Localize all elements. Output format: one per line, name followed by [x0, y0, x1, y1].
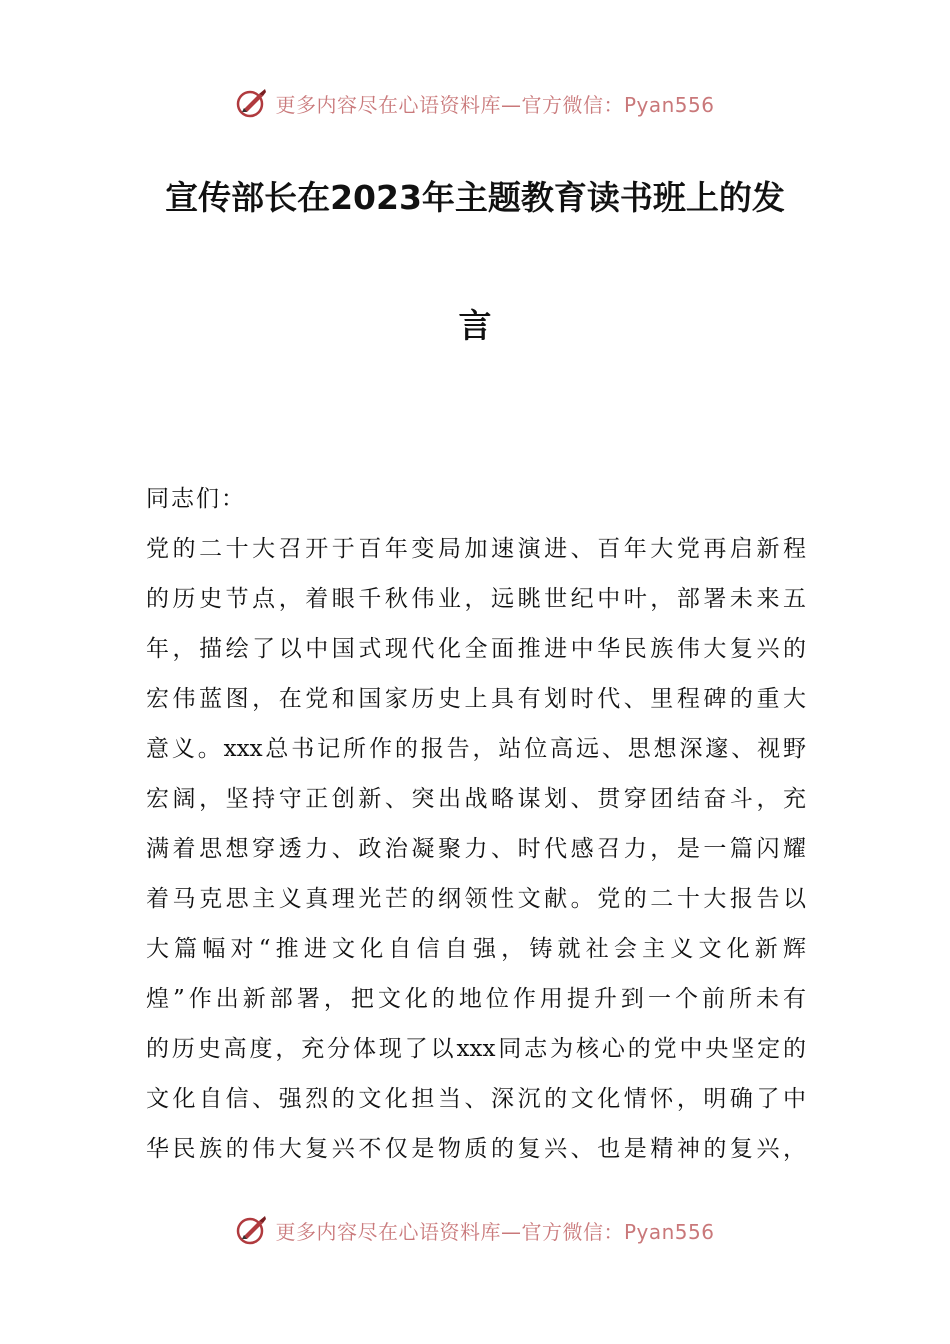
body-line-8: 着马克思主义真理光芒的纲领性文献。党的二十大报告以 — [146, 886, 806, 912]
document-title-line-2: 言 — [458, 306, 492, 345]
body-line-10: 煌”作出新部署，把文化的地位作用提升到一个前所未有 — [146, 986, 806, 1012]
body-line-12: 文化自信、强烈的文化担当、深沉的文化情怀，明确了中 — [146, 1086, 806, 1112]
header-watermark — [0, 83, 950, 123]
document-title-line-1: 宣传部长在2023年主题教育读书班上的发 — [165, 178, 785, 217]
body-line-1: 党的二十大召开于百年变局加速演进、百年大党再启新程 — [146, 536, 806, 562]
body-line-2: 的历史节点，着眼千秋伟业，远眺世纪中叶，部署未来五 — [146, 586, 806, 612]
watermark-text: 更多内容尽在心语资料库—官方微信：Pyan556 — [275, 1219, 715, 1244]
body-line-6: 宏阔，坚持守正创新、突出战略谋划、贯穿团结奋斗，充 — [146, 786, 806, 812]
watermark-text: 更多内容尽在心语资料库—官方微信：Pyan556 — [275, 92, 715, 117]
body-line-13: 华民族的伟大复兴不仅是物质的复兴、也是精神的复兴， — [146, 1136, 806, 1162]
footer-watermark — [0, 1210, 950, 1250]
body-line-3: 年，描绘了以中国式现代化全面推进中华民族伟大复兴的 — [146, 636, 806, 662]
salutation: 同志们： — [146, 486, 246, 512]
body-paragraph — [146, 532, 806, 1182]
body-line-4: 宏伟蓝图，在党和国家历史上具有划时代、里程碑的重大 — [146, 686, 806, 712]
body-line-9: 大篇幅对“推进文化自信自强，铸就社会主义文化新辉 — [146, 936, 806, 962]
pen-logo-icon — [235, 1213, 269, 1247]
body-line-5: 意义。xxx总书记所作的报告，站位高远、思想深邃、视野 — [146, 736, 806, 762]
body-line-11: 的历史高度，充分体现了以xxx同志为核心的党中央坚定的 — [146, 1036, 806, 1062]
body-line-7: 满着思想穿透力、政治凝聚力、时代感召力，是一篇闪耀 — [146, 836, 806, 862]
pen-logo-icon — [235, 86, 269, 120]
